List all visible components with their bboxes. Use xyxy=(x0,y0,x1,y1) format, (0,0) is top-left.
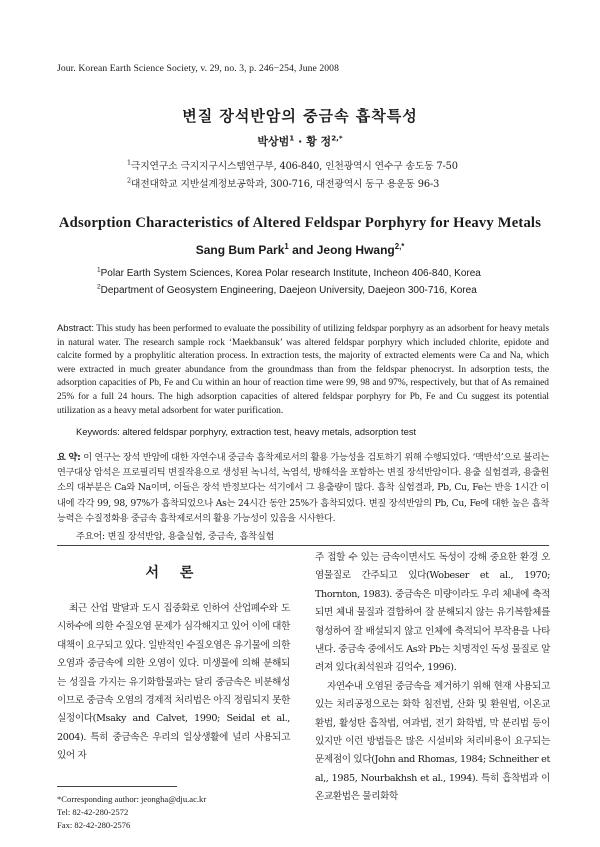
korean-authors xyxy=(0,133,600,149)
affiliation-text: 극지연구소 극지지구시스템연구부, 406-840, 인천광역시 연수구 송도동 7-50 xyxy=(130,161,458,172)
keywords-label: Keywords: xyxy=(76,426,120,437)
english-title: Adsorption Characteristics of Altered Feldspar Porphyry for Heavy Metals xyxy=(58,215,542,231)
journal-citation: Jour. Korean Earth Science Society, v. 29, no. 3, p. 246−254, June 2008 xyxy=(57,63,339,74)
author-1-en: Sang Bum Park xyxy=(195,243,285,257)
korean-abstract xyxy=(57,450,549,526)
ko-abstract-label: 요 약: xyxy=(57,452,81,463)
affiliation-sup: 1 xyxy=(97,266,101,274)
english-affiliation-1 xyxy=(97,268,481,279)
author-and: and xyxy=(288,243,317,257)
intro-right-paragraph-2: 자연수내 오염된 중금속을 제거하기 위해 현재 사용되고 있는 처리공정으로는 화학 침전법, 산화 및 환원법, 이온교환법, 활성탄 흡착법, 여과법, 전기 화학법, 막 분리법 등이 있지만 이런 방법들은 많은 시설비와 처리비용이 요구되는 문제점이 있다(John and Rhomas, 1984; Schneither et al,, 1985, Nourbakhsh et al., 1994). 특히 흡착법과 이온교환법은 물리화학 xyxy=(315,680,550,803)
intro-right-paragraph-1: 주 접할 수 있는 금속이면서도 독성이 강해 중요한 환경 오염물질로 간주되고 있다(Wobeser et al., 1970; Thornton, 1983). 중금속은 미량이라도 우리 체내에 축적되면 체내 물질과 결합하여 잘 분해되지 않는 유기복합체를 형성하여 잘 배설되지 않고 인체에 축적되어 부작용을 나타낸다. 중금속 중에서도 As와 Pb는 치명적인 독성 물질로 알려져 있다(최석원과 김억수, 1996). xyxy=(315,552,550,674)
abstract-label: Abstract: xyxy=(57,322,94,333)
english-authors xyxy=(0,243,600,257)
affiliation-sup: 2 xyxy=(127,176,131,185)
author-1-en-sup: 1 xyxy=(284,242,289,251)
abstract-text: This study has been performed to evaluate the possibility of utilizing feldspar porphyry as an adsorbent for heavy metals in natural water. The research sample rock ‘Maekbansuk’ was altered feldspar porphyry which included chlorite, epidote and calcite formed by a prophylitic alteration process. In extraction tests, the majority of extracted elements were Ca and Na, which were extracted in much greater abundance from the groundmass than from the feldspar phenocryst. In adsorption tests, the adsorption capacities of Pb, Fe and Cu within an hour of reaction time were 99, 98 and 97%, respectively, but that of As remained 25% for a full 24 hours. The high adsorption capacities of altered feldspar porphyry for Pb, Fe and Cu suggest its potential utilization as a heavy metal adsorbent for water purification. xyxy=(57,324,549,416)
author-1-ko: 박상범 xyxy=(257,135,290,148)
english-affiliation-2 xyxy=(97,285,477,296)
korean-title: 변질 장석반암의 중금속 흡착특성 xyxy=(182,107,418,125)
author-2-en: Jeong Hwang xyxy=(316,243,395,257)
footnote-tel: Tel: 82-42-280-2572 xyxy=(57,807,129,817)
english-keywords xyxy=(76,426,416,437)
author-1-ko-sup: 1 xyxy=(289,133,295,143)
korean-affiliation-1 xyxy=(127,158,458,172)
affiliation-sup: 2 xyxy=(97,283,101,291)
abstract-divider xyxy=(57,545,549,546)
intro-left-column: 최근 산업 발달과 도시 집중화로 인하여 산업폐수와 도시하수에 의한 수질오염 문제가 심각해지고 있어 이에 대한 대책이 요구되고 있다. 일반적인 수질오염은 유기물에 의한 오염과 중금속에 의한 오염이 있다. 미생물에 의해 분해되는 성질을 가지는 유기화합물과는 달리 중금속은 비분해성이므로 중금속 오염의 경제적 처리법은 아직 정립되지 못한 실정이다(Msaky and Calvet, 1990; Seidal et al., 2004). 특히 중금속은 우리의 일상생활에 널리 사용되고 있어 자 xyxy=(57,603,290,762)
korean-affiliation-2 xyxy=(127,176,439,190)
ko-abstract-text: 이 연구는 장석 반암에 대한 자연수내 중금속 흡착제로서의 활용 가능성을 검토하기 위해 수행되었다. ‘맥반석’으로 불리는 연구대상 암석은 프로필리틱 변질작용으로 생성된 녹니석, 녹염석, 방해석을 포함하는 변질 장석반암이다. 용출 실험결과, 용출원소의 대부분은 Ca와 Na이며, 이들은 장석 반정보다는 석기에서 그 용출량이 많다. 흡착 실험결과, Pb, Cu, Fe는 반응 1시간 이내에 각각 99, 98, 97%가 흡착되었으나 As는 24시간 동안 25%가 흡착되었다. 변질 장석반암의 Pb, Cu, Fe에 대한 높은 흡착능력은 수질정화용 중금속 흡착제로서의 활용 가능성이 있음을 시사한다. xyxy=(57,452,549,524)
affiliation-text: 대전대학교 지반설계정보공학과, 300-716, 대전광역시 동구 용운동 96-3 xyxy=(130,179,440,190)
author-2-en-sup: 2,* xyxy=(394,242,405,251)
intro-right-column xyxy=(315,549,550,807)
section-heading-introduction: 서 론 xyxy=(145,565,202,581)
author-2-ko: 황 정 xyxy=(306,135,332,148)
keywords-text: altered feldspar porphyry, extraction test, heavy metals, adsorption test xyxy=(122,426,417,437)
footnote-corresponding-author: *Corresponding author: jeongha@dju.ac.kr xyxy=(57,794,207,804)
author-separator: · xyxy=(294,135,307,148)
footnote-fax: Fax: 82-42-280-2576 xyxy=(57,820,131,830)
affiliation-text: Polar Earth System Sciences, Korea Polar research Institute, Incheon 406-840, Korea xyxy=(100,268,481,279)
korean-keywords xyxy=(76,528,274,542)
english-abstract xyxy=(57,321,549,418)
ko-keywords-text: 변질 장석반암, 용출실험, 중금속, 흡착실험 xyxy=(107,531,275,542)
affiliation-sup: 1 xyxy=(127,158,131,167)
ko-keywords-label: 주요어: xyxy=(76,531,105,542)
affiliation-text: Department of Geosystem Engineering, Daejeon University, Daejeon 300-716, Korea xyxy=(100,285,477,296)
author-2-ko-sup: 2,* xyxy=(331,133,343,143)
footnote-divider xyxy=(57,786,177,787)
